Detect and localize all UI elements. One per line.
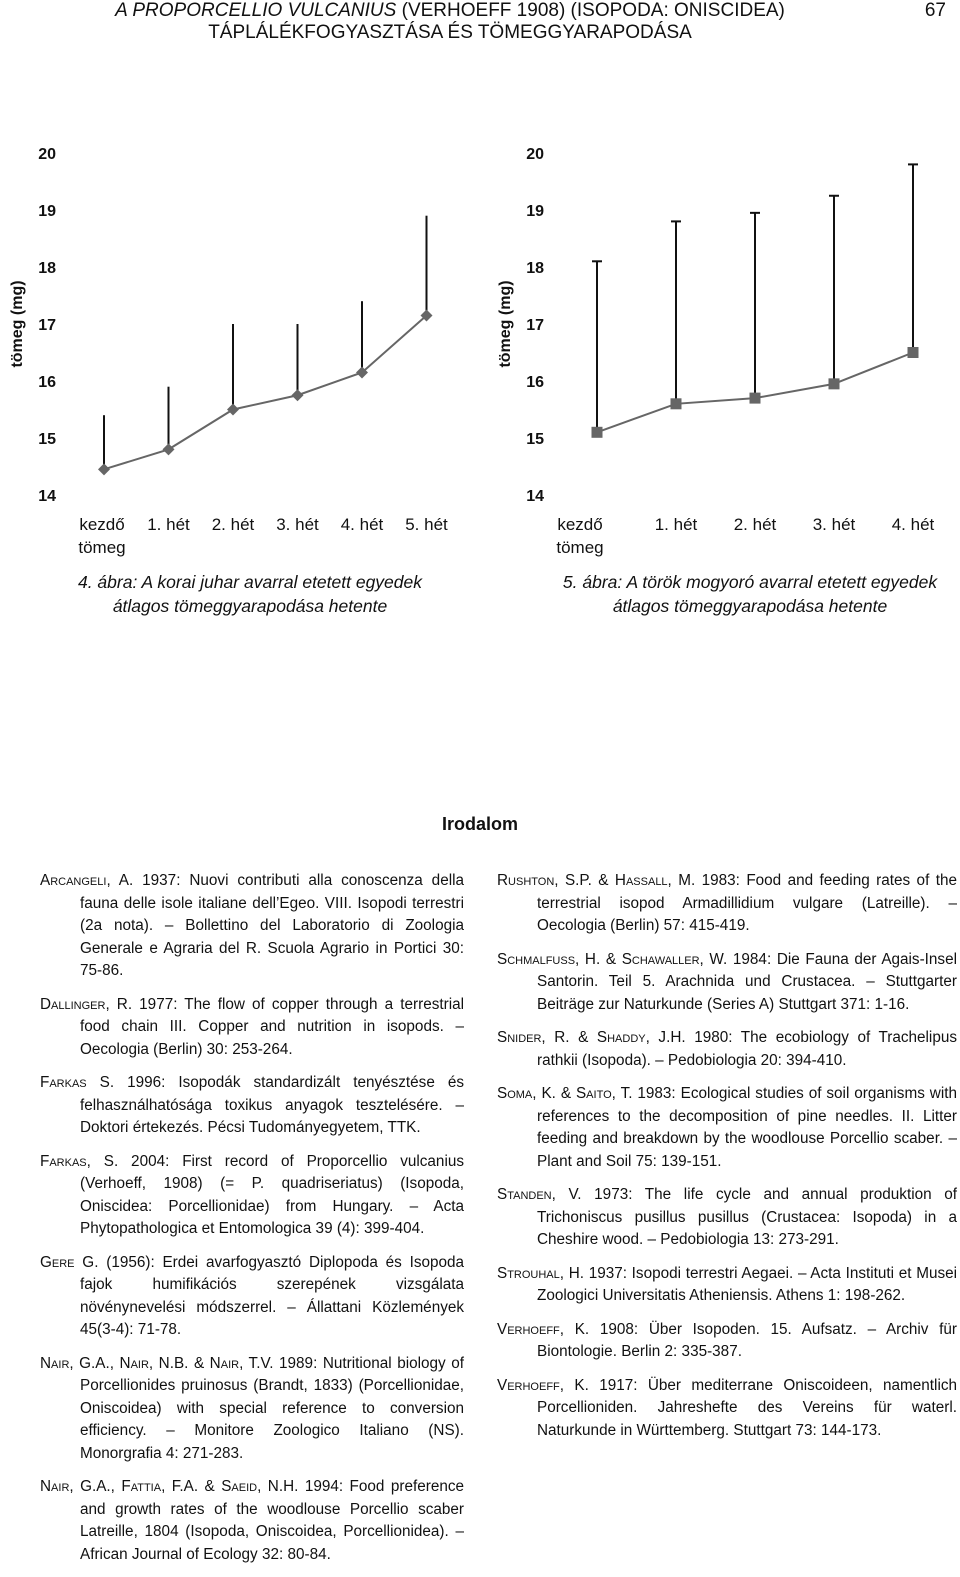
x-category-label: 2. hét: [211, 515, 255, 534]
page-number: 67: [924, 0, 946, 21]
reference-entry: [497, 1027, 957, 1072]
figure-4-chart: [0, 140, 470, 580]
reference-entry: [497, 1375, 957, 1443]
y-tick-label: 18: [526, 260, 544, 277]
reference-text: 1973: The life cycle and annual produktion of Trichoniscus pusillus pusillus (Crustacea: Isopoda) in a Cheshire wood. – Pedobiologia 13: 273-291.: [537, 1186, 957, 1248]
data-point-marker: [98, 463, 110, 475]
reference-text: 1983: Ecological studies of soil organisms with references to the decomposition of pine needles. II. Litter feeding and breakdown by the woodlouse Porcellio scaber. – Plant and Soil 75: 139-151.: [537, 1085, 957, 1170]
reference-entry: [40, 1151, 464, 1241]
figure-5-caption-line1: 5. ábra: A török mogyoró avarral etetett egyedek: [562, 572, 938, 592]
data-point-marker: [227, 404, 239, 416]
y-tick-label: 16: [526, 374, 544, 391]
y-tick-label: 15: [526, 431, 544, 448]
y-tick-label: 14: [526, 488, 544, 505]
reference-author: Nair, G.A., Nair, N.B. & Nair, T.V.: [40, 1354, 274, 1372]
y-axis-label: tömeg (mg): [497, 280, 514, 368]
reference-author: Nair, G.A., Fattia, F.A. & Saeid, N.H.: [40, 1478, 299, 1495]
x-category-label: [78, 515, 125, 557]
y-tick-label: 14: [38, 488, 56, 505]
reference-entry: [40, 1252, 464, 1342]
reference-author: Standen, V.: [497, 1186, 582, 1203]
reference-text: 1996: Isopodák standardizált tenyésztése és felhasználhatósága toxikus anyagok tesztelésére. – Doktori értekezés. Pécsi Tudományegyetem, TTK.: [80, 1074, 464, 1136]
figure-5-chart: [485, 140, 960, 580]
reference-author: Verhoeff, K.: [497, 1376, 589, 1394]
running-header: [0, 0, 960, 56]
reference-text: (1956): Erdei avarfogyasztó Diplopoda és Isopoda fajok humifikációs szerepének vizsgálata növénynevelési módszerrel. – Állattani Közlemények 45(3-4): 71-78.: [80, 1253, 465, 1338]
data-point-marker: [163, 443, 175, 455]
data-point-marker: [592, 427, 603, 438]
x-category-label-line: tömeg: [556, 538, 604, 557]
figure-4-caption: [40, 570, 460, 618]
section-title-references: Irodalom: [441, 814, 518, 834]
x-category-label: 3. hét: [812, 515, 856, 534]
reference-author: Rushton, S.P. & Hassall, M.: [497, 872, 696, 889]
reference-entry: [497, 1263, 957, 1308]
y-tick-label: 19: [526, 203, 544, 220]
reference-text: 1977: The flow of copper through a terrestrial food chain III. Copper and nutrition in isopods. – Oecologia (Berlin) 30: 253-264.: [80, 995, 464, 1058]
reference-author: Strouhal, H.: [497, 1264, 585, 1282]
y-tick-label: 16: [38, 374, 56, 391]
reference-entry: [497, 1319, 957, 1364]
x-category-label: 5. hét: [405, 515, 448, 534]
reference-entry: [40, 1476, 464, 1566]
reference-entry: [497, 870, 957, 938]
y-tick-label: 20: [38, 146, 56, 163]
x-category-label-line: kezdő: [557, 515, 603, 534]
reference-text: 1917: Über mediterrane Oniscoideen, namentlich Porcellioniden. Jahreshefte des Vereins für waterl. Naturkunde in Württemberg. Stuttgart 73: 144-173.: [537, 1376, 957, 1439]
data-point-marker: [908, 347, 919, 358]
reference-text: 1989: Nutritional biology of Porcellionides pruinosus (Brandt, 1833) (Porcellionidae, Oniscoidea) with special reference to conversion efficiency. – Monitore Zoologico Italiano (NS). Monorgrafia 4: 271-283.: [80, 1354, 464, 1462]
x-category-label-line: tömeg: [78, 538, 126, 557]
data-point-marker: [829, 378, 840, 389]
reference-entry: [497, 949, 957, 1017]
reference-entry: [40, 1072, 464, 1140]
header-title-line2: TÁPLÁLÉKFOGYASZTÁSA ÉS TÖMEGGYARAPODÁSA: [208, 22, 692, 43]
reference-text: 1980: The ecobiology of Trachelipus rathkii (Isopoda). – Pedobiologia 20: 394-410.: [537, 1029, 957, 1069]
x-category-label: 4. hét: [891, 515, 935, 534]
references-right-column: [497, 870, 957, 1453]
reference-entry: [40, 994, 464, 1062]
x-category-label: 1. hét: [147, 515, 190, 534]
reference-author: Farkas, S.: [40, 1152, 119, 1170]
data-point-marker: [671, 398, 682, 409]
chart-svg: [0, 140, 470, 570]
reference-author: Schmalfuss, H. & Schawaller, W.: [497, 950, 728, 968]
y-axis-label: tömeg (mg): [9, 280, 26, 368]
references-left-column: [40, 870, 464, 1577]
reference-entry: [497, 1083, 957, 1173]
data-point-marker: [750, 393, 761, 404]
reference-entry: [497, 1184, 957, 1252]
y-tick-label: 19: [38, 203, 56, 220]
reference-entry: [40, 870, 464, 983]
y-tick-label: 17: [526, 317, 544, 334]
reference-author: Farkas S.: [40, 1074, 115, 1091]
reference-text: 1983: Food and feeding rates of the terrestrial isopod Armadillidium vulgare (Latreille). – Oecologia (Berlin) 57: 415-419.: [537, 872, 957, 934]
reference-text: 1984: Die Fauna der Agais-Insel Santorin. Teil 5. Arachnida und Crustacea. – Stuttgarter Beiträge zur Naturkunde (Series A) Stuttgart 371: 1-16.: [537, 950, 957, 1013]
figure-5-caption-line2: átlagos tömeggyarapodása hetente: [612, 596, 888, 616]
chart-svg: [485, 140, 960, 570]
figure-4-caption-line2: átlagos tömeggyarapodása hetente: [112, 596, 388, 616]
reference-author: Arcangeli, A.: [40, 872, 134, 889]
x-category-label: 1. hét: [654, 515, 698, 534]
reference-author: Gere G.: [40, 1253, 99, 1271]
header-authority: (VERHOEFF 1908) (ISOPODA: ONISCIDEA): [396, 0, 785, 21]
reference-author: Snider, R. & Shaddy, J.H.: [497, 1029, 686, 1046]
x-category-label: 3. hét: [276, 515, 319, 534]
y-tick-label: 15: [38, 431, 56, 448]
reference-entry: [40, 1353, 464, 1466]
reference-author: Verhoeff, K.: [497, 1320, 590, 1338]
x-category-label: 2. hét: [733, 515, 777, 534]
y-tick-label: 17: [38, 317, 56, 334]
y-tick-label: 20: [526, 146, 544, 163]
reference-text: 1937: Isopodi terrestri Aegaei. – Acta Instituti et Musei Zoologici Universitatis Atheniensis. Athens 1: 198-262.: [537, 1264, 958, 1304]
reference-text: 2004: First record of Proporcellio vulcanius (Verhoeff, 1908) (= P. quadriseriatus) (Isopoda, Oniscidea: Porcellionidae) from Hungary. – Acta Phytopathologica et Entomologica 39 (4): 399-404.: [80, 1152, 464, 1237]
figure-4-caption-line1: 4. ábra: A korai juhar avarral etetett egyedek: [77, 572, 423, 592]
figure-5-caption: [530, 570, 960, 618]
data-point-marker: [292, 389, 304, 401]
x-category-label: [556, 515, 603, 557]
y-tick-label: 18: [38, 260, 56, 277]
header-title-line1: [0, 0, 900, 22]
x-category-label: 4. hét: [340, 515, 384, 534]
reference-text: 1994: Food preference and growth rates of the woodlouse Porcellio scaber Latreille, 1804 (Isopoda, Oniscoidea, Porcellionidea). – African Journal of Ecology 32: 80-84.: [80, 1478, 464, 1563]
x-category-label-line: kezdő: [79, 515, 125, 534]
reference-text: 1937: Nuovi contributi alla conoscenza della fauna delle isole italiane dell’Egeo. VIII. Isopodi terrestri (2a nota). – Bollettino del Laboratorio di Zoologia Generale e Agraria del R. Scuola Agrario in Portici 30: 75-86.: [80, 872, 465, 979]
reference-author: Dallinger, R.: [40, 995, 133, 1013]
reference-author: Soma, K. & Saito, T.: [497, 1085, 633, 1102]
series-line: [104, 315, 427, 469]
reference-text: 1908: Über Isopoden. 15. Aufsatz. – Archiv für Biontologie. Berlin 2: 335-387.: [537, 1320, 957, 1360]
header-species: A PROPORCELLIO VULCANIUS: [115, 0, 397, 21]
